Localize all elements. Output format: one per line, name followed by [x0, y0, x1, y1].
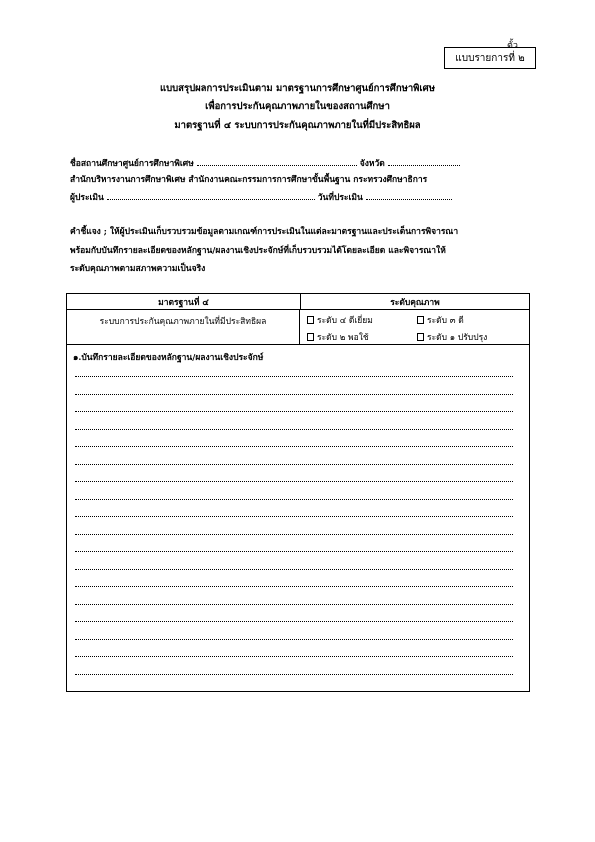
writing-line[interactable]: [75, 516, 513, 517]
form-code-box: [444, 47, 536, 69]
title-line-3: มาตรฐานที่ ๔ ระบบการประกันคุณภาพภายในที่มีประสิทธิผล: [174, 120, 421, 131]
writing-line[interactable]: [75, 586, 513, 587]
evaluation-table: [66, 293, 530, 692]
province-label: จังหวัด: [359, 159, 385, 169]
school-label: ชื่อสถานศึกษาศูนย์การศึกษาพิเศษ: [70, 159, 194, 169]
evaluator-line: [70, 190, 452, 204]
writing-line[interactable]: [75, 446, 513, 447]
table-header-row: [67, 294, 529, 310]
level-fair-label: ระดับ ๒ พอใช้: [317, 333, 369, 343]
instruction-line-3: ระดับคุณภาพตามสภาพความเป็นจริง: [70, 264, 206, 274]
writing-line[interactable]: [75, 429, 513, 430]
evaluator-field[interactable]: [107, 191, 315, 200]
writing-line[interactable]: [75, 534, 513, 535]
header-quality: ระดับคุณภาพ: [390, 297, 440, 308]
instruction-line-1: คำชี้แจง ; ให้ผู้ประเมินเก็บรวบรวมข้อมูลตามเกณฑ์การประเมินในแต่ละมาตรฐานและประเด็นการพิจารณา: [70, 227, 459, 237]
header-standard: มาตรฐานที่ ๔: [67, 294, 301, 309]
instruction-line-2: พร้อมกับบันทึกรายละเอียดของหลักฐาน/ผลงานเชิงประจักษ์ที่เก็บรวบรวมได้โดยละเอียด และพิจารณาให้: [70, 246, 446, 256]
office-line: สำนักบริหารงานการศึกษาพิเศษ สำนักงานคณะกรรมการการศึกษาขั้นพื้นฐาน กระทรวงศึกษาธิการ: [70, 175, 428, 185]
writing-line[interactable]: [75, 604, 513, 605]
standard-row: [67, 310, 529, 345]
school-line: [70, 156, 460, 170]
level-excellent-label: ระดับ ๔ ดีเยี่ยม: [317, 316, 373, 326]
writing-line[interactable]: [75, 621, 513, 622]
level-good-option[interactable]: [417, 313, 464, 327]
school-field[interactable]: [197, 157, 357, 166]
writing-line[interactable]: [75, 674, 513, 675]
form-code-mark: ตั้ว: [507, 41, 518, 51]
writing-line[interactable]: [75, 499, 513, 500]
writing-line[interactable]: [75, 394, 513, 395]
level-improve-label: ระดับ ๑ ปรับปรุง: [427, 333, 488, 343]
writing-line[interactable]: [75, 656, 513, 657]
writing-line[interactable]: [75, 551, 513, 552]
checkbox-fair[interactable]: [307, 333, 314, 341]
form-code-label: แบบรายการที่ ๒: [455, 52, 525, 64]
standard-name: ระบบการประกันคุณภาพภายในที่มีประสิทธิผล: [67, 310, 300, 344]
level-improve-option[interactable]: [417, 330, 487, 344]
record-title: ๑.บันทึกรายละเอียดของหลักฐาน/ผลงานเชิงประจักษ์: [73, 353, 264, 363]
writing-line[interactable]: [75, 376, 513, 377]
writing-line[interactable]: [75, 411, 513, 412]
date-label: วันที่ประเมิน: [317, 193, 363, 203]
writing-line[interactable]: [75, 481, 513, 482]
level-excellent-option[interactable]: [307, 313, 373, 327]
level-good-label: ระดับ ๓ ดี: [427, 316, 464, 326]
evaluator-label: ผู้ประเมิน: [70, 193, 104, 203]
date-field[interactable]: [366, 191, 452, 200]
province-field[interactable]: [388, 157, 460, 166]
writing-line[interactable]: [75, 464, 513, 465]
writing-line[interactable]: [75, 639, 513, 640]
title-line-2: เพื่อการประกันคุณภาพภายในของสถานศึกษา: [205, 101, 390, 112]
writing-line[interactable]: [75, 569, 513, 570]
level-fair-option[interactable]: [307, 330, 369, 344]
checkbox-excellent[interactable]: [307, 316, 314, 324]
checkbox-good[interactable]: [417, 316, 424, 324]
title-line-1: แบบสรุปผลการประเมินตาม มาตรฐานการศึกษาศูนย์การศึกษาพิเศษ: [160, 83, 435, 94]
checkbox-improve[interactable]: [417, 333, 424, 341]
